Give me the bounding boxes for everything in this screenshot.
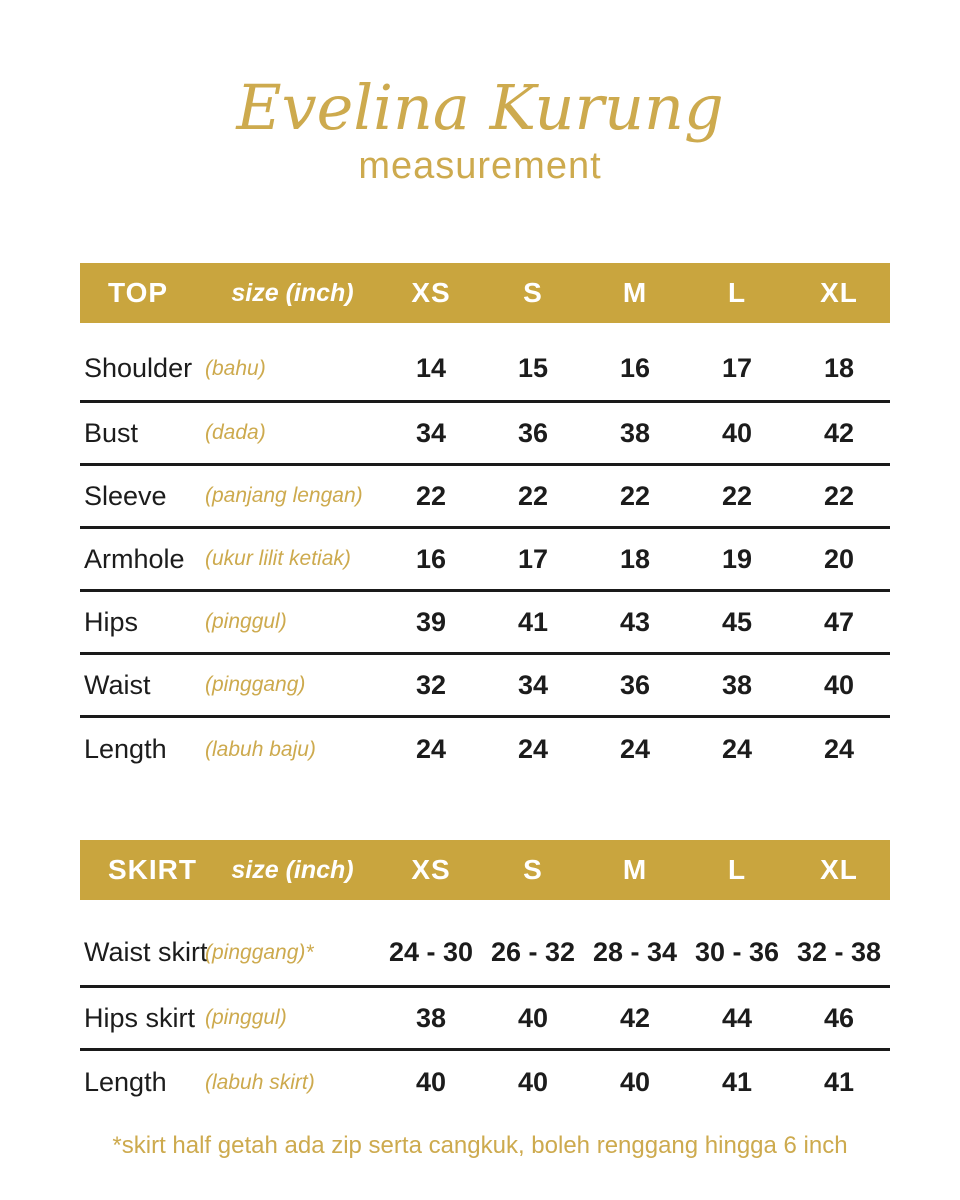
row-label: Hips skirt xyxy=(84,1002,196,1033)
size-value: 34 xyxy=(517,669,549,700)
row-label: Length xyxy=(84,1067,167,1097)
size-value: 15 xyxy=(517,353,549,383)
size-value: 18 xyxy=(619,543,651,574)
size-column-header: XL xyxy=(820,277,858,308)
row-translation: (pinggul) xyxy=(205,610,287,633)
size-value: 42 xyxy=(823,417,855,448)
size-value: 22 xyxy=(517,480,549,511)
size-table-top xyxy=(80,263,890,781)
size-value: 36 xyxy=(517,417,549,448)
row-label: Waist xyxy=(84,669,151,700)
size-value: 14 xyxy=(415,353,447,383)
row-translation: (dada) xyxy=(205,421,266,444)
row-label: Length xyxy=(84,734,167,764)
title-block xyxy=(0,71,960,188)
size-value: 24 xyxy=(721,734,753,764)
size-value: 45 xyxy=(721,606,753,637)
measurement-row xyxy=(80,1051,890,1114)
size-value: 30 - 36 xyxy=(694,937,780,967)
row-label: Shoulder xyxy=(84,353,193,383)
page-title: Evelina Kurung xyxy=(236,71,724,144)
size-value: 16 xyxy=(415,543,447,574)
size-value: 22 xyxy=(823,480,855,511)
size-value: 24 - 30 xyxy=(388,937,474,967)
measurement-row xyxy=(80,592,890,655)
size-column-header: S xyxy=(523,277,543,308)
size-value: 40 xyxy=(517,1002,549,1033)
size-column-header: S xyxy=(523,854,543,885)
size-value: 43 xyxy=(619,606,651,637)
measurement-row xyxy=(80,529,890,592)
row-label: Armhole xyxy=(84,543,185,574)
size-value: 42 xyxy=(619,1002,651,1033)
size-value: 28 - 34 xyxy=(592,937,678,967)
size-value: 18 xyxy=(823,353,855,383)
size-value: 19 xyxy=(721,543,753,574)
size-value: 40 xyxy=(517,1067,549,1097)
row-translation: (labuh baju) xyxy=(205,737,316,761)
size-value: 36 xyxy=(619,669,651,700)
size-value: 34 xyxy=(415,417,447,448)
size-value: 38 xyxy=(415,1002,447,1033)
size-unit-label: size (inch) xyxy=(231,278,354,307)
row-label: Sleeve xyxy=(84,480,167,511)
size-table-skirt xyxy=(80,840,890,1114)
size-value: 40 xyxy=(823,669,855,700)
size-value: 32 - 38 xyxy=(796,937,882,967)
row-label: Waist skirt xyxy=(84,937,208,967)
measurement-row xyxy=(80,655,890,718)
size-value: 17 xyxy=(517,543,549,574)
measurement-row xyxy=(80,988,890,1051)
size-value: 40 xyxy=(721,417,753,448)
measurement-row xyxy=(80,900,890,988)
page-subtitle: measurement xyxy=(358,145,602,188)
row-translation: (pinggang) xyxy=(205,673,306,696)
size-value: 16 xyxy=(619,353,651,383)
size-value: 41 xyxy=(721,1067,753,1097)
size-value: 40 xyxy=(619,1067,651,1097)
row-translation: (bahu) xyxy=(205,356,266,380)
size-column-header: L xyxy=(727,277,747,308)
measurement-row xyxy=(80,466,890,529)
row-translation: (labuh skirt) xyxy=(205,1070,315,1094)
row-translation: (pinggang)* xyxy=(205,940,314,964)
table-header-bar xyxy=(80,263,890,323)
size-value: 39 xyxy=(415,606,447,637)
row-label: Hips xyxy=(84,606,139,637)
size-column-header: XS xyxy=(411,854,451,885)
size-value: 22 xyxy=(415,480,447,511)
row-translation: (ukur lilit ketiak) xyxy=(205,547,351,570)
measurement-row xyxy=(80,403,890,466)
size-value: 32 xyxy=(415,669,447,700)
size-value: 40 xyxy=(415,1067,447,1097)
size-value: 46 xyxy=(823,1002,855,1033)
size-value: 22 xyxy=(721,480,753,511)
size-value: 41 xyxy=(823,1067,855,1097)
size-value: 41 xyxy=(517,606,549,637)
size-value: 24 xyxy=(823,734,855,764)
size-column-header: M xyxy=(622,854,648,885)
size-column-header: XL xyxy=(820,854,858,885)
size-value: 26 - 32 xyxy=(490,937,576,967)
size-value: 24 xyxy=(619,734,651,764)
size-value: 17 xyxy=(721,353,753,383)
size-value: 47 xyxy=(823,606,855,637)
size-column-header: L xyxy=(727,854,747,885)
size-value: 38 xyxy=(619,417,651,448)
size-column-header: XS xyxy=(411,277,451,308)
row-translation: (panjang lengan) xyxy=(205,484,363,507)
measurement-row xyxy=(80,323,890,403)
table-name: TOP xyxy=(108,277,169,308)
row-translation: (pinggul) xyxy=(205,1006,287,1029)
size-value: 24 xyxy=(517,734,549,764)
table-header-bar xyxy=(80,840,890,900)
size-unit-label: size (inch) xyxy=(231,855,354,884)
size-value: 22 xyxy=(619,480,651,511)
row-label: Bust xyxy=(84,417,139,448)
table-name: SKIRT xyxy=(108,854,197,885)
size-column-header: M xyxy=(622,277,648,308)
size-value: 38 xyxy=(721,669,753,700)
size-value: 20 xyxy=(823,543,855,574)
size-value: 24 xyxy=(415,734,447,764)
footnote: *skirt half getah ada zip serta cangkuk, boleh renggang hingga 6 inch xyxy=(112,1132,848,1159)
measurement-row xyxy=(80,718,890,781)
size-value: 44 xyxy=(721,1002,753,1033)
